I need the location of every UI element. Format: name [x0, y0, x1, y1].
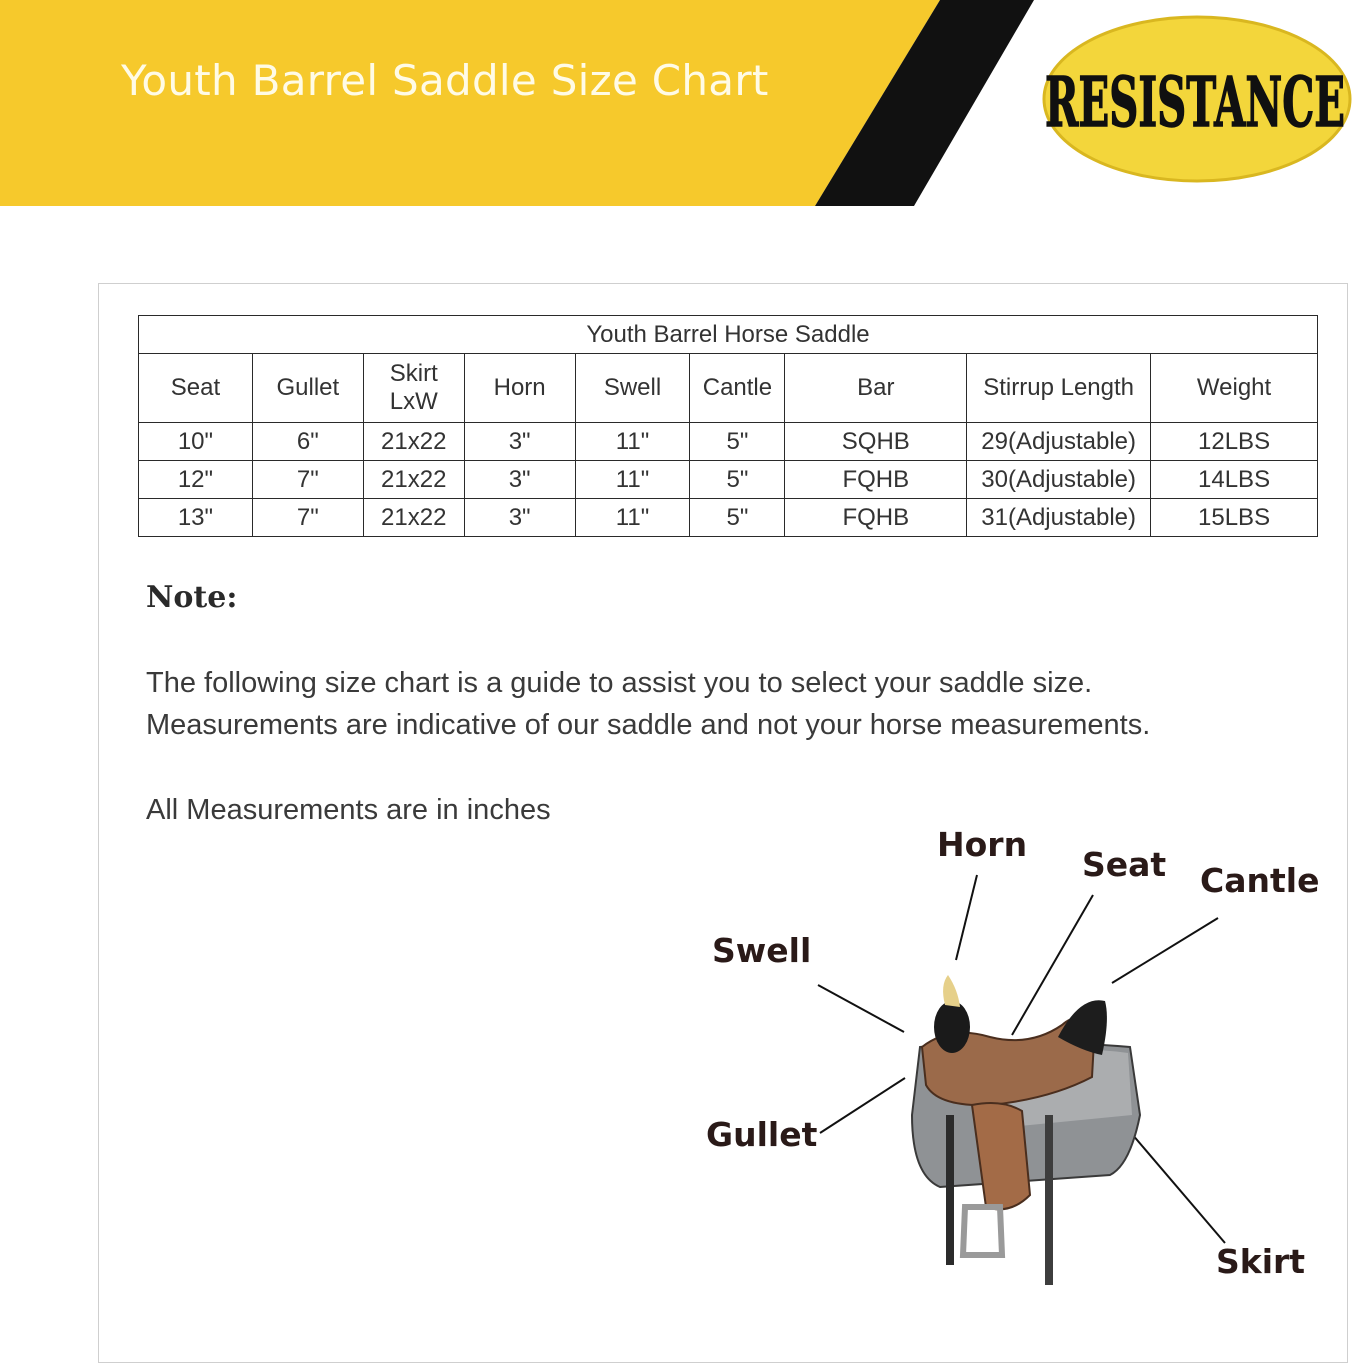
note-line-1: The following size chart is a guide to assist you to select your saddle size. [146, 667, 1093, 699]
cell-weight: 14LBS [1151, 461, 1318, 499]
saddle-fender-shape [972, 1103, 1030, 1209]
cell-skirt: 21x22 [363, 461, 464, 499]
header-seat: Seat [139, 354, 253, 423]
header-skirt [363, 354, 464, 423]
saddle-diagram [690, 815, 1340, 1295]
table-row [139, 499, 1318, 537]
label-seat: Seat [1082, 845, 1167, 884]
label-horn: Horn [937, 825, 1028, 864]
cell-seat: 12" [139, 461, 253, 499]
banner-title: Youth Barrel Saddle Size Chart [121, 56, 769, 105]
cell-swell: 11" [575, 499, 690, 537]
cell-seat: 10" [139, 423, 253, 461]
cell-weight: 15LBS [1151, 499, 1318, 537]
saddle-strap-right [1045, 1115, 1053, 1285]
cell-stirrup-length: 30(Adjustable) [967, 461, 1151, 499]
cell-skirt: 21x22 [363, 499, 464, 537]
size-chart-table [138, 315, 1318, 537]
note-heading: Note: [146, 580, 238, 615]
saddle-stirrup-shape [963, 1207, 1002, 1255]
cell-cantle: 5" [690, 461, 785, 499]
table-caption: Youth Barrel Horse Saddle [139, 316, 1318, 354]
cell-weight: 12LBS [1151, 423, 1318, 461]
table-row [139, 461, 1318, 499]
cell-swell: 11" [575, 423, 690, 461]
logo-text: RESISTANCE [1045, 63, 1345, 143]
cell-bar: SQHB [785, 423, 967, 461]
header-cantle: Cantle [690, 354, 785, 423]
cell-horn: 3" [464, 423, 575, 461]
swell-pointer-line [818, 985, 904, 1032]
skirt-pointer-line [1120, 1120, 1225, 1243]
cell-skirt: 21x22 [363, 423, 464, 461]
cell-gullet: 7" [252, 499, 363, 537]
cell-horn: 3" [464, 499, 575, 537]
label-gullet: Gullet [706, 1115, 818, 1154]
note-line-2: Measurements are indicative of our saddle and not your horse measurements. [146, 709, 1151, 741]
header-swell: Swell [575, 354, 690, 423]
cell-bar: FQHB [785, 499, 967, 537]
saddle-horn-wrap-shape [943, 975, 960, 1007]
cell-cantle: 5" [690, 499, 785, 537]
cell-swell: 11" [575, 461, 690, 499]
saddle-horn-shape [934, 1001, 970, 1053]
header-gullet: Gullet [252, 354, 363, 423]
cell-stirrup-length: 29(Adjustable) [967, 423, 1151, 461]
resistance-logo [1032, 10, 1358, 188]
cell-horn: 3" [464, 461, 575, 499]
note-line-3: All Measurements are in inches [146, 794, 551, 826]
label-swell: Swell [712, 931, 812, 970]
cell-bar: FQHB [785, 461, 967, 499]
cell-stirrup-length: 31(Adjustable) [967, 499, 1151, 537]
header-skirt-line2: LxW [389, 388, 438, 415]
cantle-pointer-line [1112, 918, 1218, 983]
cell-cantle: 5" [690, 423, 785, 461]
header-skirt-line1: Skirt [389, 360, 438, 387]
cell-seat: 13" [139, 499, 253, 537]
table-row [139, 423, 1318, 461]
header-bar: Bar [785, 354, 967, 423]
cell-gullet: 6" [252, 423, 363, 461]
header-weight: Weight [1151, 354, 1318, 423]
label-cantle: Cantle [1200, 861, 1320, 900]
header-horn: Horn [464, 354, 575, 423]
horn-pointer-line [956, 875, 977, 960]
label-skirt: Skirt [1216, 1242, 1306, 1281]
saddle-strap-left [946, 1115, 954, 1265]
gullet-pointer-line [820, 1078, 905, 1133]
header-stirrup-length: Stirrup Length [967, 354, 1151, 423]
cell-gullet: 7" [252, 461, 363, 499]
